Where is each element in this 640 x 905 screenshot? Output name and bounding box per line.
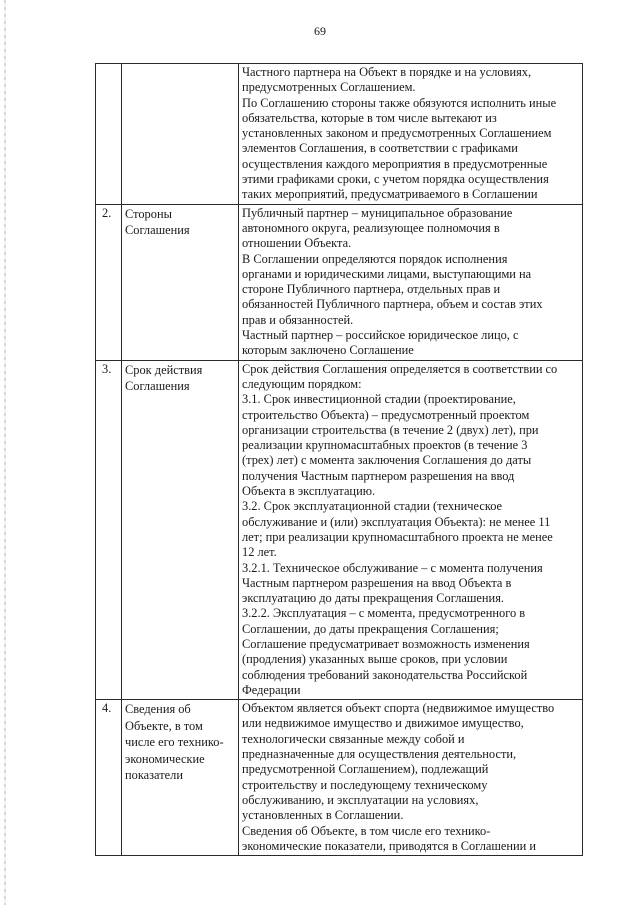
scan-binding-edge [4, 0, 6, 905]
description-line: 3.2.1. Техническое обслуживание – с момента получения [242, 560, 543, 575]
row-number: 4. [96, 700, 122, 856]
description-line: строительство Объекта) – предусмотренный проектом [242, 407, 530, 422]
description-line: 3.2. Срок эксплуатационной стадии (техническое [242, 499, 503, 514]
description-line: обязанностей Публичного партнера, объем и состав этих [242, 297, 543, 312]
description-line: Частный партнер – российское юридическое лицо, с [242, 328, 519, 343]
row-number: 2. [96, 204, 122, 360]
description-line: Объектом является объект спорта (недвижимое имущество [242, 701, 555, 716]
description-line: прав и обязанностей. [242, 312, 354, 327]
row-name: Срок действия Соглашения [122, 360, 239, 700]
description-line: Сведения об Объекте, в том числе его технико- [242, 823, 491, 838]
description-line: В Соглашении определяются порядок исполнения [242, 251, 508, 266]
agreement-terms-table [95, 63, 583, 856]
description-line: получения Частным партнером разрешения на ввод [242, 468, 515, 483]
description-line: 3.1. Срок инвестиционной стадии (проектирование, [242, 392, 516, 407]
description-line: эксплуатацию до даты прекращения Соглашения. [242, 591, 504, 606]
description-line: стороне Публичного партнера, отдельных прав и [242, 282, 501, 297]
description-line: этими графиками сроки, с учетом порядка осуществления [242, 172, 549, 187]
row-description [239, 700, 583, 856]
row-description [239, 64, 583, 205]
row-description [239, 204, 583, 360]
description-line: соблюдения требований законодательства Российской [242, 667, 528, 682]
description-line: экономические показатели, приводятся в Соглашении и [242, 838, 537, 853]
row-number [96, 64, 122, 205]
description-line: следующим порядком: [242, 376, 362, 391]
description-line: установленных в Соглашении. [242, 808, 404, 823]
description-line: обслуживанию, и эксплуатации на условиях, [242, 792, 479, 807]
description-line: Федерации [242, 682, 301, 697]
row-number: 3. [96, 360, 122, 700]
description-line: Частного партнера на Объект в порядке и на условиях, [242, 65, 532, 79]
description-line: установленных законом и предусмотренных Соглашением [242, 126, 552, 141]
description-line: или недвижимое имущество и движимое имущество, [242, 716, 524, 731]
description-line: По Соглашению стороны также обязуются исполнить иные [242, 95, 557, 110]
description-line: 3.2.2. Эксплуатация – с момента, предусмотренного в [242, 606, 526, 621]
description-line: строительству и последующему техническому [242, 777, 488, 792]
description-line: автономного округа, реализующее полномочия в [242, 220, 500, 235]
description-line: органами и юридическими лицами, выступающими на [242, 266, 532, 281]
description-line: обязательства, которые в том числе вытекают из [242, 110, 497, 125]
description-line: обслуживание и (или) эксплуатация Объекта): не менее 11 [242, 514, 551, 529]
description-line: таких мероприятий, предусматриваемого в Соглашении [242, 187, 538, 202]
description-line: (продления) указанных выше сроков, при условии [242, 652, 508, 667]
description-line: Соглашении, до даты прекращения Соглашения; [242, 621, 499, 636]
description-line: предусмотренных Соглашением. [242, 80, 416, 95]
description-line: Частным партнером разрешения на ввод Объекта в [242, 575, 512, 590]
description-line: (трех) лет) с момента заключения Соглашения до даты [242, 453, 532, 468]
description-line: Соглашение предусматривает возможность изменения [242, 636, 530, 651]
description-line: организации строительства (в течение 2 (двух) лет), при [242, 422, 539, 437]
description-line: Публичный партнер – муниципальное образование [242, 205, 513, 220]
row-name: Сведения об Объекте, в том числе его технико-экономические показатели [122, 700, 239, 856]
description-line: лет; при реализации крупномасштабного проекта не менее [242, 529, 553, 544]
description-line: технологически связанные между собой и [242, 731, 465, 746]
row-name: Стороны Соглашения [122, 204, 239, 360]
description-line: элементов Соглашения, в соответствии с графиками [242, 141, 518, 156]
row-description [239, 360, 583, 700]
description-line: предназначенные для осуществления деятельности, [242, 747, 517, 762]
description-line: 12 лет. [242, 545, 277, 560]
description-line: отношении Объекта. [242, 236, 352, 251]
row-name [122, 64, 239, 205]
page-number: 69 [314, 24, 326, 38]
table-row-object-info [96, 700, 583, 856]
description-line: реализации крупномасштабных проектов (в течение 3 [242, 438, 528, 453]
table-row-parties [96, 204, 583, 360]
table-row-continuation [96, 64, 583, 205]
table-row-term [96, 360, 583, 700]
description-line: которым заключено Соглашение [242, 343, 414, 358]
description-line: Объекта в эксплуатацию. [242, 484, 376, 499]
description-line: предусмотренной Соглашением), подлежащий [242, 762, 489, 777]
description-line: Срок действия Соглашения определяется в соответствии со [242, 361, 558, 376]
description-line: осуществления каждого мероприятия в предусмотренные [242, 156, 548, 171]
